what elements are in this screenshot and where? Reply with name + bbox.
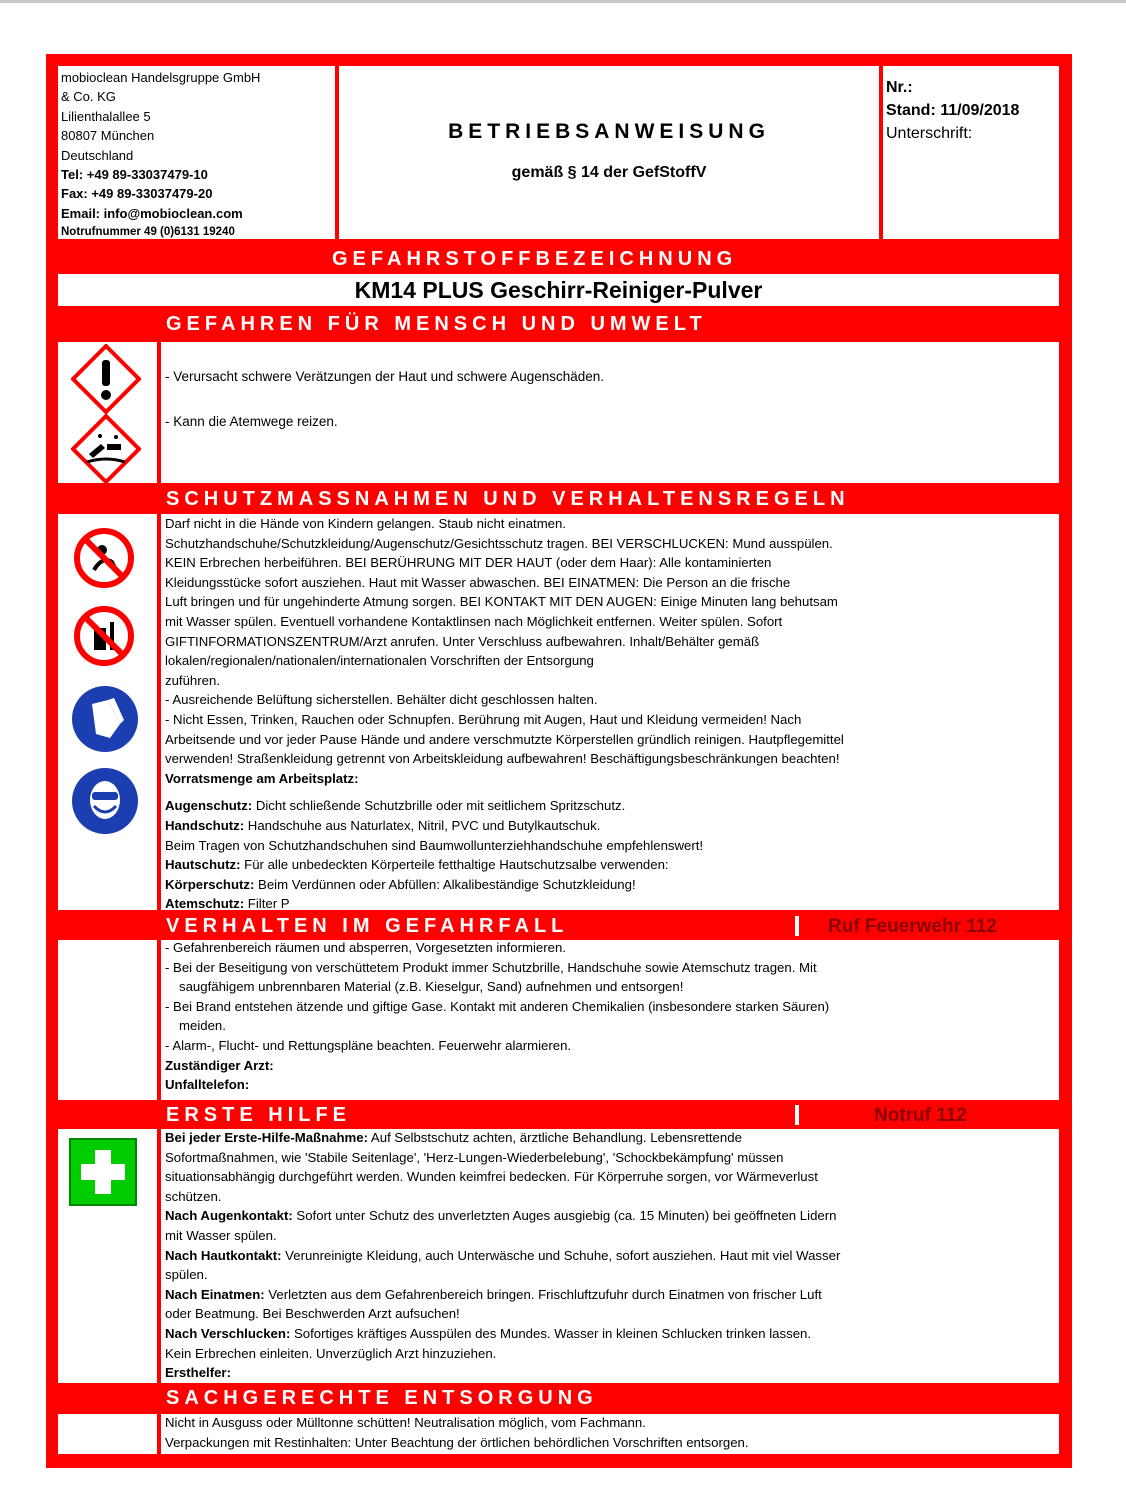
disposal-text: Nicht in Ausguss oder Mülltonne schütten! Neutralisation möglich, vom Fachmann. Verpackungen mit Restinhalten: Unter Beachtung der örtlichen behördlichen Vorschriften entsorgen. <box>165 1415 749 1450</box>
hazard-statement-1: - Verursacht schwere Verätzungen der Haut und schwere Augenschäden. <box>165 369 605 384</box>
skin-protection-line: Hautschutz: Für alle unbedeckten Körperteile fetthaltige Hautschutzsalbe verwenden: <box>165 857 669 873</box>
exclamation-mark-icon <box>71 344 141 414</box>
hazard-text-box <box>161 342 1059 483</box>
protection-measures-text: Darf nicht in die Hände von Kindern gelangen. Staub nicht einatmen. Schutzhandschuhe/Schutzkleidung/Augenschutz/Gesichtsschutz tragen. BEI VERSCHLUCKEN: Mund ausspülen. KEIN Erbrechen herbeiführen. BEI BERÜHRUNG MIT DER HAUT (oder dem Haar): Alle kontaminierten Kleidungsstücke sofort ausziehen. Haut mit Wasser abwaschen. BEI EINATMEN: Die Person an die frische Luft bringen und für ungehinderte Atmung sorgen. BEI KONTAKT MIT DEN AUGEN: Einige Minuten lang behutsam mit Wasser spülen. Eventuell vorhandene Kontaktlinsen nach Möglichkeit entfernen. Weiter spülen. Sofort GIFTINFORMATIONSZENTRUM/Arzt anrufen. Unter Verschluss aufbewahren. Inhalt/Behälter gemäß lokalen/regionalen/nationalen/internationalen Vorschriften der Entsorgung zuführen. - Ausreichende Belüftung sicherstellen. Behälter dicht geschlossen halten. - Nicht Essen, Trinken, Rauchen oder Schnupfen. Berührung mit Augen, Haut und Kleidung vermeiden! Nach Arbeitsende und vor jeder Pause Hände und andere verschmutzte Körperstellen gründlich reinigen. Hautpflegemittel verwenden! Straßenkleidung getrennt von Arbeitskleidung aufbewahren! Beschäftigungsbeschränkungen beachten! Vorratsmenge am Arbeitsplatz: Augenschutz: Dicht schließende Schutzbrille oder mit seitlichem Spritzschutz. Handschutz: Handschuhe aus Naturlatex, Nitril, PVC und Butylkautschuk. Beim Tragen von Schutzhandschuhen sind Baumwollunterziehhandschuhe empfehlenswert! Hautschutz: Für alle unbedeckten Körperteile fetthaltige Hautschutzsalbe verwenden: Körperschutz: Beim Verdünnen oder Abfüllen: Alkalibeständige Schutzkleidung! Atemschutz: Filter P <box>165 514 844 914</box>
respiratory-protection-line: Atemschutz: Filter P <box>165 896 290 912</box>
protection-text-box <box>161 514 1059 910</box>
emergency-call-number: Notruf 112 <box>874 1105 967 1126</box>
responsible-doctor-label: Zuständiger Arzt: <box>165 1057 274 1073</box>
document-title: BETRIEBSANWEISUNG <box>448 120 770 143</box>
eye-protection-line: Augenschutz: Dicht schließende Schutzbrille oder mit seitlichem Spritzschutz. <box>165 798 626 814</box>
section-heading-disposal: SACHGERECHTE ENTSORGUNG <box>166 1387 598 1409</box>
disposal-pictogram-box <box>58 1414 157 1454</box>
section-heading-first-aid: ERSTE HILFE <box>166 1104 352 1126</box>
company-fax: Fax: +49 89-33037479-20 <box>61 186 213 202</box>
emergency-text-box <box>161 940 1059 1100</box>
accident-phone-label: Unfalltelefon: <box>165 1077 250 1093</box>
section-heading-protection: SCHUTZMASSNAHMEN UND VERHALTENSREGELN <box>166 488 850 510</box>
stand-field: Stand: 11/09/2018 <box>886 102 1020 119</box>
company-address: mobioclean Handelsgruppe GmbH & Co. KG Lilienthalallee 5 80807 München Deutschland Tel: +49 89-33037479-10 Fax: +49 89-33037479-20 Email: info@mobioclean.com Notrufnummer 49 (0)6131 19240 <box>61 68 260 243</box>
section-heading-emergency: VERHALTEN IM GEFAHRFALL <box>166 915 569 937</box>
window-top-border <box>0 0 1126 3</box>
disposal-text-box <box>161 1414 1059 1454</box>
emergency-text: - Gefahrenbereich räumen und absperren, Vorgesetzten informieren. - Bei der Beseitigung von verschüttetem Produkt immer Schutzbrille, Handschuhe sowie Atemschutz tragen. Mit saugfähigem unbrennbaren Material (z.B. Kieselgur, Sand) aufnehmen und entsorgen! - Bei Brand entstehen ätzende und giftige Gase. Kontakt mit anderen Chemikalien (insbesondere starken Säuren) meiden. - Alarm-, Flucht- und Rettungspläne beachten. Feuerwehr alarmieren. Zuständiger Arzt: Unfalltelefon: <box>165 938 829 1095</box>
hand-protection-note: Beim Tragen von Schutzhandschuhen sind Baumwollunterziehhandschuhe empfehlenswert! <box>165 837 704 853</box>
storage-quantity-label: Vorratsmenge am Arbeitsplatz: <box>165 770 359 786</box>
document-subtitle: gemäß § 14 der GefStoffV <box>511 164 707 181</box>
first-aider-label: Ersthelfer: <box>165 1365 231 1381</box>
hand-protection-line: Handschutz: Handschuhe aus Naturlatex, Nitril, PVC und Butylkautschuk. <box>165 817 601 833</box>
hazard-pictogram-box <box>58 342 157 483</box>
section-heading-substance: GEFAHRSTOFFBEZEICHNUNG <box>332 248 738 270</box>
product-name-box <box>58 274 1059 306</box>
section-heading-hazards: GEFAHREN FÜR MENSCH UND UMWELT <box>166 313 707 335</box>
company-tel: Tel: +49 89-33037479-10 <box>61 167 208 183</box>
protection-pictogram-box <box>58 514 157 910</box>
fire-brigade-number: Ruf Feuerwehr 112 <box>828 916 997 937</box>
first-aid-text: Bei jeder Erste-Hilfe-Maßnahme: Auf Selbstschutz achten, ärztliche Behandlung. Lebensrettende Sofortmaßnahmen, wie 'Stabile Seitenlage', 'Herz-Lungen-Wiederbelebung', 'Schockbekämpfung' müssen situationsabhängig durchgeführt werden. Wunden keimfrei bedecken. Für Körperruhe sorgen, vor Wärmeverlust schützen. Nach Augenkontakt: Sofort unter Schutz des unverletzten Auges ausgiebig (ca. 15 Minuten) bei geöffneten Lidern mit Wasser spülen. Nach Hautkontakt: Verunreinigte Kleidung, auch Unterwäsche und Schuhe, sofort ausziehen. Haut mit viel Wasser spülen. Nach Einatmen: Verletzten aus dem Gefahrenbereich bringen. Frischluftzufuhr durch Einatmen von frischer Luft oder Beatmung. Bei Beschwerden Arzt aufsuchen! Nach Verschlucken: Sofortiges kräftiges Ausspülen des Mundes. Wasser in kleinen Schlucken trinken lassen. Kein Erbrechen einleiten. Unverzüglich Arzt hinzuziehen. Ersthelfer: <box>165 1128 840 1383</box>
operating-instructions-document <box>46 54 1072 1468</box>
title-box <box>339 66 879 239</box>
first-aid-icon <box>69 1138 137 1206</box>
body-protection-line: Körperschutz: Beim Verdünnen oder Abfüllen: Alkalibeständige Schutzkleidung! <box>165 876 636 892</box>
wear-face-protection-icon <box>70 766 140 836</box>
no-eating-drinking-icon <box>72 604 136 668</box>
product-name: KM14 PLUS Geschirr-Reiniger-Pulver <box>354 277 763 303</box>
corrosion-icon <box>71 414 141 484</box>
nr-field: Nr.: <box>886 79 913 96</box>
signature-field: Unterschrift: <box>886 125 973 142</box>
meta-box <box>883 66 1059 239</box>
emergency-pictogram-box <box>58 940 157 1100</box>
first-aid-pictogram-box <box>58 1129 157 1383</box>
company-emergency-number: Notrufnummer 49 (0)6131 19240 <box>61 226 235 239</box>
wear-gloves-icon <box>70 684 140 754</box>
first-aid-text-box <box>161 1129 1059 1383</box>
company-email: Email: info@mobioclean.com <box>61 205 243 221</box>
company-info-box <box>58 66 335 239</box>
hazard-statement-2: - Kann die Atemwege reizen. <box>165 414 338 429</box>
no-children-icon <box>72 526 136 590</box>
